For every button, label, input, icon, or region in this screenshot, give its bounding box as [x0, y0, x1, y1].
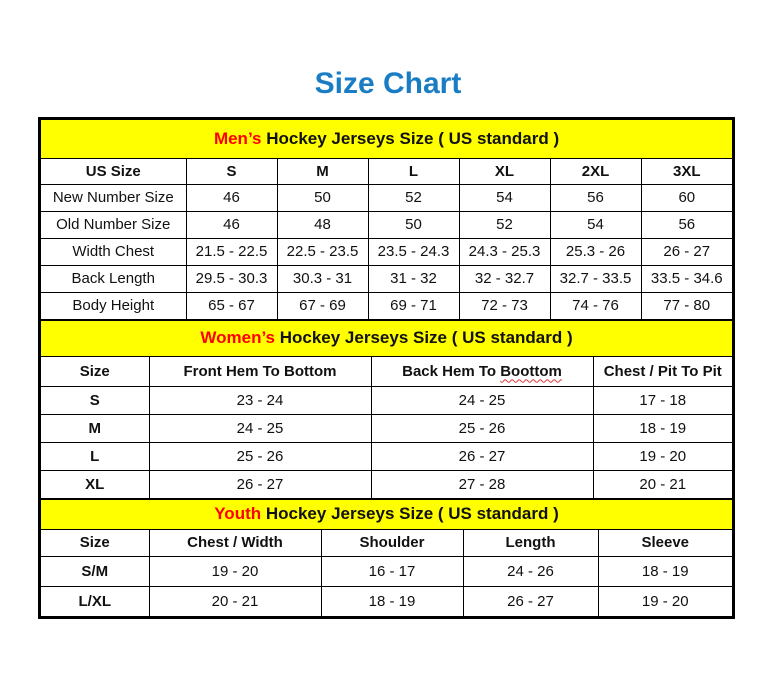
value-cell: 54 — [550, 211, 641, 238]
mens-row-old-number-size — [41, 211, 732, 238]
value-cell: 29.5 - 30.3 — [186, 265, 277, 292]
mens-header-cell: L — [368, 158, 459, 184]
value-cell: 22.5 - 23.5 — [277, 238, 368, 265]
value-cell: 46 — [186, 211, 277, 238]
back-hem-label-prefix: Back Hem To — [402, 362, 501, 380]
value-cell: 18 - 19 — [321, 586, 463, 616]
size-label-cell: S/M — [41, 556, 149, 586]
mens-row-back-length — [41, 265, 732, 292]
mens-header-row — [41, 158, 732, 184]
youth-band-text: Hockey Jerseys Size ( US standard ) — [261, 504, 559, 523]
youth-header-row — [41, 529, 732, 556]
womens-section-band — [41, 320, 732, 356]
value-cell: 21.5 - 22.5 — [186, 238, 277, 265]
value-cell: 16 - 17 — [321, 556, 463, 586]
youth-header-cell: Length — [463, 529, 598, 556]
womens-header-cell: Front Hem To Bottom — [149, 356, 371, 386]
value-cell: 56 — [550, 184, 641, 211]
size-label-cell: S — [41, 386, 149, 414]
value-cell: 25 - 26 — [149, 442, 371, 470]
mens-row-width-chest — [41, 238, 732, 265]
womens-row-xl — [41, 470, 732, 498]
value-cell: 27 - 28 — [371, 470, 593, 498]
youth-header-cell: Shoulder — [321, 529, 463, 556]
value-cell: 26 - 27 — [641, 238, 732, 265]
row-label-cell: Width Chest — [41, 238, 186, 265]
mens-header-cell: US Size — [41, 158, 186, 184]
mens-header-cell: 2XL — [550, 158, 641, 184]
value-cell: 26 - 27 — [463, 586, 598, 616]
value-cell: 32.7 - 33.5 — [550, 265, 641, 292]
value-cell: 52 — [459, 211, 550, 238]
value-cell: 19 - 20 — [149, 556, 321, 586]
value-cell: 56 — [641, 211, 732, 238]
value-cell: 54 — [459, 184, 550, 211]
value-cell: 24.3 - 25.3 — [459, 238, 550, 265]
value-cell: 65 - 67 — [186, 292, 277, 319]
value-cell: 31 - 32 — [368, 265, 459, 292]
youth-row-sm — [41, 556, 732, 586]
value-cell: 72 - 73 — [459, 292, 550, 319]
womens-band-accent: Women’s — [200, 328, 275, 347]
value-cell: 19 - 20 — [598, 586, 732, 616]
mens-header-cell: 3XL — [641, 158, 732, 184]
value-cell: 24 - 25 — [371, 386, 593, 414]
value-cell: 25.3 - 26 — [550, 238, 641, 265]
size-label-cell: M — [41, 414, 149, 442]
mens-band-cell — [41, 120, 732, 158]
youth-row-lxl — [41, 586, 732, 616]
womens-row-m — [41, 414, 732, 442]
mens-header-cell: XL — [459, 158, 550, 184]
womens-band-cell — [41, 320, 732, 356]
youth-header-cell: Size — [41, 529, 149, 556]
size-label-cell: L/XL — [41, 586, 149, 616]
size-label-cell: L — [41, 442, 149, 470]
mens-band-accent: Men’s — [213, 128, 262, 148]
value-cell: 18 - 19 — [598, 556, 732, 586]
mens-row-new-number-size — [41, 184, 732, 211]
value-cell: 32 - 32.7 — [459, 265, 550, 292]
value-cell: 20 - 21 — [593, 470, 732, 498]
womens-header-cell: Size — [41, 356, 149, 386]
womens-band-text: Hockey Jerseys Size ( US standard ) — [275, 328, 573, 347]
value-cell: 30.3 - 31 — [277, 265, 368, 292]
mens-row-body-height — [41, 292, 732, 319]
size-label-cell: XL — [41, 470, 149, 498]
value-cell: 60 — [641, 184, 732, 211]
youth-band-accent: Youth — [214, 504, 262, 523]
value-cell: 24 - 26 — [463, 556, 598, 586]
back-hem-misspelled-word: Boottom — [500, 362, 562, 380]
womens-header-cell: Chest / Pit To Pit — [593, 356, 732, 386]
value-cell: 77 - 80 — [641, 292, 732, 319]
value-cell: 46 — [186, 184, 277, 211]
value-cell: 23.5 - 24.3 — [368, 238, 459, 265]
value-cell: 17 - 18 — [593, 386, 732, 414]
womens-size-table — [41, 320, 732, 499]
value-cell: 20 - 21 — [149, 586, 321, 616]
mens-section-band — [41, 120, 732, 158]
mens-header-cell: S — [186, 158, 277, 184]
value-cell: 52 — [368, 184, 459, 211]
womens-header-cell-back-hem — [371, 356, 593, 386]
youth-band-cell — [41, 499, 732, 529]
value-cell: 26 - 27 — [149, 470, 371, 498]
value-cell: 33.5 - 34.6 — [641, 265, 732, 292]
row-label-cell: Body Height — [41, 292, 186, 319]
value-cell: 23 - 24 — [149, 386, 371, 414]
row-label-cell: Back Length — [41, 265, 186, 292]
youth-section-band — [41, 499, 732, 529]
youth-header-cell: Chest / Width — [149, 529, 321, 556]
value-cell: 19 - 20 — [593, 442, 732, 470]
mens-size-table — [41, 120, 732, 320]
youth-size-table — [41, 499, 732, 617]
value-cell: 50 — [277, 184, 368, 211]
womens-header-row — [41, 356, 732, 386]
value-cell: 67 - 69 — [277, 292, 368, 319]
row-label-cell: Old Number Size — [41, 211, 186, 238]
value-cell: 26 - 27 — [371, 442, 593, 470]
womens-row-l — [41, 442, 732, 470]
value-cell: 74 - 76 — [550, 292, 641, 319]
womens-row-s — [41, 386, 732, 414]
youth-header-cell: Sleeve — [598, 529, 732, 556]
value-cell: 24 - 25 — [149, 414, 371, 442]
mens-header-cell: M — [277, 158, 368, 184]
size-chart-tables — [38, 117, 735, 619]
value-cell: 48 — [277, 211, 368, 238]
value-cell: 25 - 26 — [371, 414, 593, 442]
row-label-cell: New Number Size — [41, 184, 186, 211]
value-cell: 50 — [368, 211, 459, 238]
value-cell: 69 - 71 — [368, 292, 459, 319]
mens-band-text: Hockey Jerseys Size ( US standard ) — [261, 128, 560, 148]
value-cell: 18 - 19 — [593, 414, 732, 442]
page-title: Size Chart — [314, 67, 462, 100]
